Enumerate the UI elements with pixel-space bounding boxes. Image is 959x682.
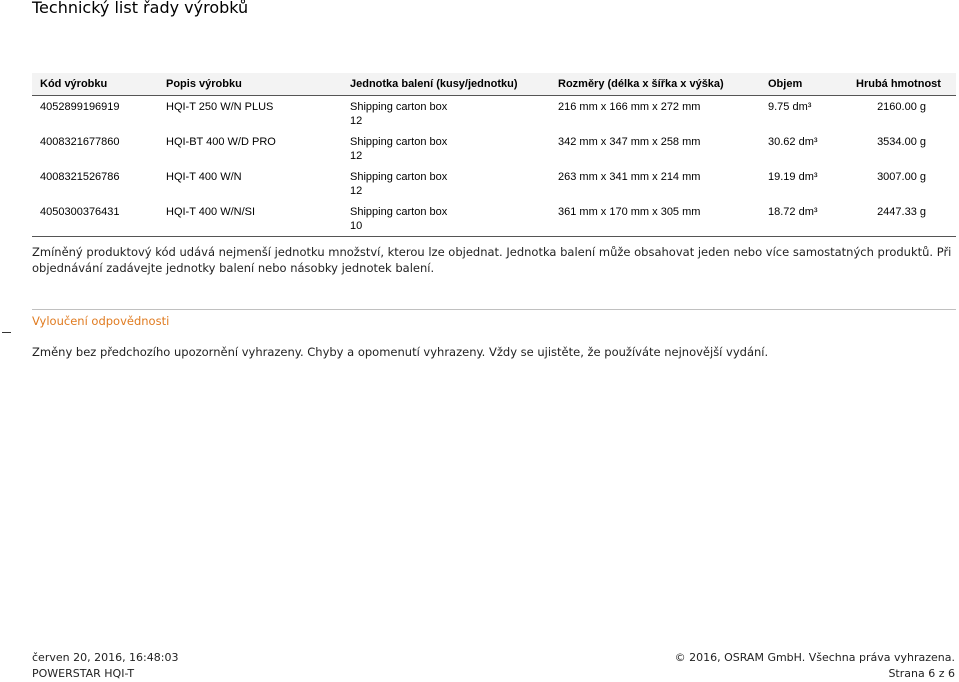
cell-volume: 9.75 dm³ (768, 101, 812, 113)
cell-gross-weight: 2160.00 g (877, 101, 926, 113)
cell-packaging-quantity: 12 (350, 150, 363, 162)
table-header-row (32, 73, 956, 96)
cell-product-description: HQI-T 400 W/N/SI (158, 201, 342, 237)
cell-packaging-quantity: 10 (350, 220, 363, 232)
cell-product-description: HQI-T 400 W/N (166, 171, 242, 183)
footer-right (675, 650, 955, 682)
table-row (32, 131, 956, 166)
cell-product-code: 4008321677860 (40, 136, 120, 148)
cell-gross-weight: 3007.00 g (877, 171, 926, 183)
cell-product-code: 4050300376431 (32, 201, 158, 237)
footer-date: červen 20, 2016, 16:48:03 (32, 651, 179, 664)
header-dimensions: Rozměry (délka x šířka x výška) (550, 73, 760, 96)
cell-packaging-type: Shipping carton box (350, 136, 448, 148)
cell-volume: 18.72 dm³ (760, 201, 848, 237)
cell-dimensions: 263 mm x 341 mm x 214 mm (558, 171, 701, 183)
cell-volume: 19.19 dm³ (768, 171, 818, 183)
footer-page-number: Strana 6 z 6 (888, 667, 955, 680)
disclaimer-text: Změny bez předchozího upozornění vyhrazeny. Chyby a opomenutí vyhrazeny. Vždy se ujistěte, že používáte nejnovější vydání. (32, 345, 769, 359)
table-row (32, 166, 956, 201)
cell-dimensions: 342 mm x 347 mm x 258 mm (558, 136, 701, 148)
footer-left (32, 650, 178, 682)
cell-packaging-unit (342, 201, 550, 237)
margin-mark (2, 332, 11, 333)
section-divider (32, 309, 956, 310)
disclaimer-heading: Vyloučení odpovědnosti (32, 314, 170, 328)
header-volume: Objem (760, 73, 848, 96)
cell-volume: 30.62 dm³ (768, 136, 818, 148)
cell-packaging-unit (342, 166, 550, 201)
cell-dimensions: 361 mm x 170 mm x 305 mm (550, 201, 760, 237)
page-title: Technický list řady výrobků (32, 0, 249, 17)
cell-product-description: HQI-BT 400 W/D PRO (166, 136, 276, 148)
cell-packaging-type: Shipping carton box (350, 206, 448, 218)
header-product-description: Popis výrobku (158, 73, 342, 96)
cell-packaging-type: Shipping carton box (350, 101, 448, 113)
cell-product-code: 4008321526786 (40, 171, 120, 183)
cell-packaging-quantity: 12 (350, 115, 363, 127)
cell-dimensions: 216 mm x 166 mm x 272 mm (558, 101, 701, 113)
cell-packaging-quantity: 12 (350, 185, 363, 197)
footer-product-name: POWERSTAR HQI-T (32, 667, 135, 680)
cell-gross-weight: 3534.00 g (877, 136, 926, 148)
cell-gross-weight: 2447.33 g (848, 201, 956, 237)
packaging-table (32, 73, 956, 237)
header-product-code: Kód výrobku (32, 73, 158, 96)
header-gross-weight: Hrubá hmotnost (848, 73, 956, 96)
cell-product-code: 4052899196919 (40, 101, 120, 113)
cell-packaging-unit (342, 131, 550, 166)
cell-packaging-unit (342, 96, 550, 132)
cell-product-description: HQI-T 250 W/N PLUS (166, 101, 274, 113)
footer-copyright: © 2016, OSRAM GmbH. Všechna práva vyhrazena. (674, 651, 955, 664)
cell-packaging-type: Shipping carton box (350, 171, 448, 183)
ordering-note: Zmíněný produktový kód udává nejmenší jednotku množství, kterou lze objednat. Jednotka balení může obsahovat jeden nebo více samostatných produktů. Při objednávání zadávejte jednotky balení nebo násobky jednotek balení. (32, 245, 952, 275)
table-row (32, 201, 956, 237)
header-packaging-unit: Jednotka balení (kusy/jednotku) (342, 73, 550, 96)
table-row (32, 96, 956, 132)
